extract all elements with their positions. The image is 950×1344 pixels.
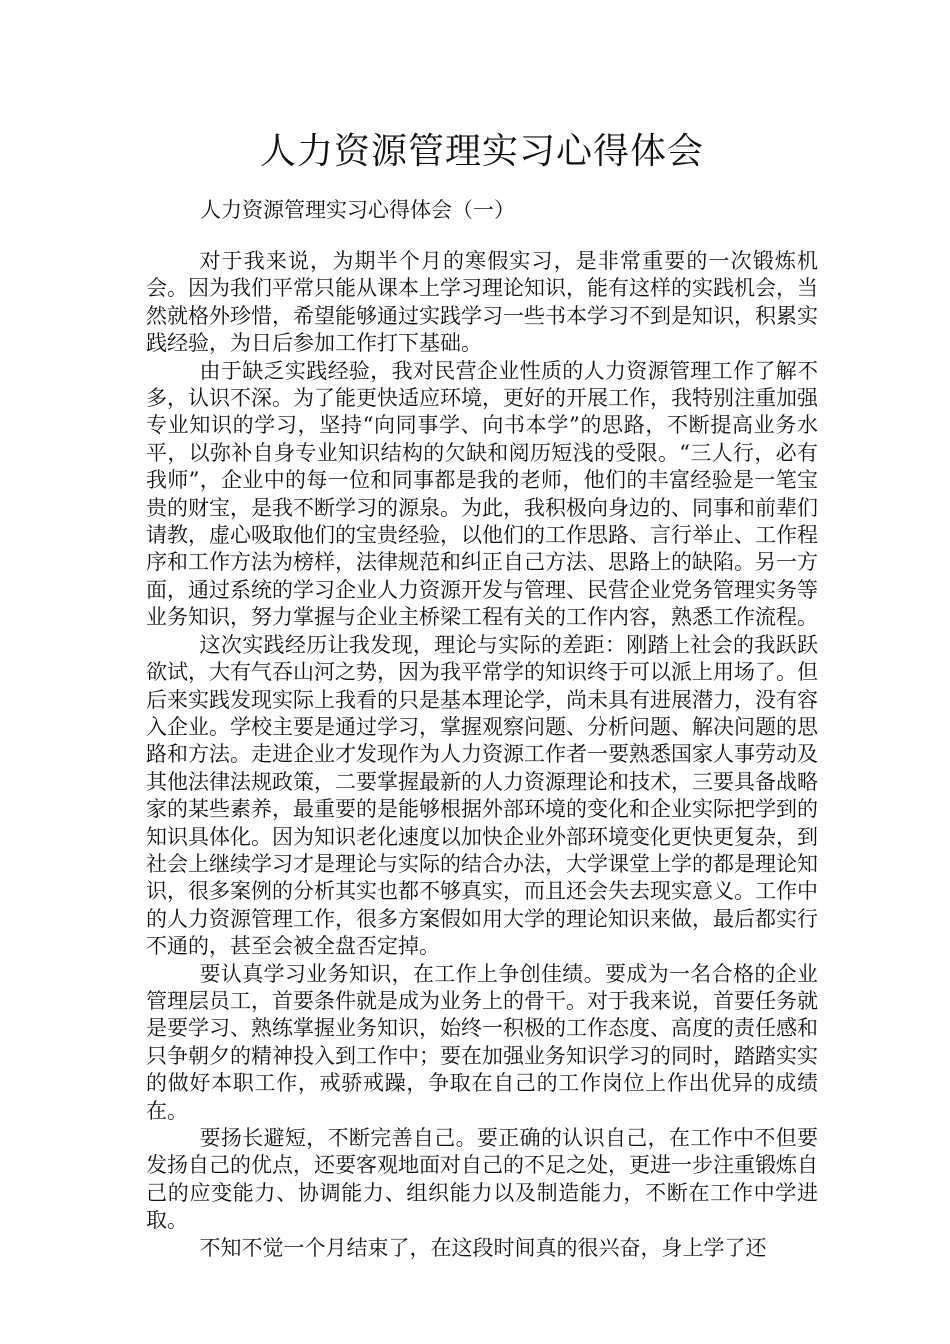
document-body (146, 248, 818, 1262)
paragraph-4: 要认真学习业务知识，在工作上争创佳绩。要成为一名合格的企业管理层员工，首要条件就是成为业务上的骨干。对于我来说，首要任务就是要学习、熟练掌握业务知识，始终一积极的工作态度、高度的责任感和只争朝夕的精神投入到工作中；要在加强业务知识学习的同时，踏踏实实的做好本职工作，戒骄戒躁，争取在自己的工作岗位上作出优异的成绩在。 (146, 961, 818, 1123)
document-title: 人力资源管理实习心得体会 (259, 131, 704, 172)
section-subtitle: 人力资源管理实习心得体会（一） (200, 198, 515, 222)
paragraph-6: 不知不觉一个月结束了，在这段时间真的很兴奋，身上学了还 (199, 1235, 767, 1260)
paragraph-1: 对于我来说，为期半个月的寒假实习，是非常重要的一次锻炼机会。因为我们平常只能从课本上学习理论知识，能有这样的实践机会，当然就格外珍惜，希望能够通过实践学习一些书本学习不到是知识，积累实践经验，为日后参加工作打下基础。 (146, 249, 818, 356)
paragraph-3: 这次实践经历让我发现，理论与实际的差距：刚踏上社会的我跃跃欲试，大有气吞山河之势，因为我平常学的知识终于可以派上用场了。但后来实践发现实际上我看的只是基本理论学，尚未具有进展潜力，没有容入企业。学校主要是通过学习，掌握观察问题、分析问题、解决问题的思路和方法。走进企业才发现作为人力资源工作者一要熟悉国家人事劳动及其他法律法规政策，二要掌握最新的人力资源理论和技术，三要具备战略家的某些素养，最重要的是能够根据外部环境的变化和企业实际把学到的知识具体化。因为知识老化速度以加快企业外部环境变化更快更复杂，到社会上继续学习才是理论与实际的结合办法，大学课堂上学的都是理论知识，很多案例的分析其实也都不够真实，而且还会失去现实意义。工作中的人力资源管理工作，很多方案假如用大学的理论知识来做，最后都实行不通的，甚至会被全盘否定掉。 (146, 632, 818, 959)
document-page (146, 128, 818, 1262)
paragraph-5: 要扬长避短，不断完善自己。要正确的认识自己，在工作中不但要发扬自己的优点，还要客观地面对自己的不足之处，更进一步注重锻炼自己的应变能力、协调能力、组织能力以及制造能力，不断在工作中学进取。 (146, 1126, 818, 1233)
paragraph-2: 由于缺乏实践经验，我对民营企业性质的人力资源管理工作了解不多，认识不深。为了能更快适应环境，更好的开展工作，我特别注重加强专业知识的学习，坚持“向同事学、向书本学”的思路，不断提高业务水平，以弥补自身专业知识结构的欠缺和阅历短浅的受限。“三人行，必有我师”，企业中的每一位和同事都是我的老师，他们的丰富经验是一笔宝贵的财宝，是我不断学习的源泉。为此，我积极向身边的、同事和前辈们请教，虚心吸取他们的宝贵经验，以他们的工作思路、言行举止、工作程序和工作方法为榜样，法律规范和纠正自己方法、思路上的缺陷。另一方面，通过系统的学习企业人力资源开发与管理、民营企业党务管理实务等业务知识，努力掌握与企业主桥梁工程有关的工作内容，熟悉工作流程。 (146, 358, 818, 630)
